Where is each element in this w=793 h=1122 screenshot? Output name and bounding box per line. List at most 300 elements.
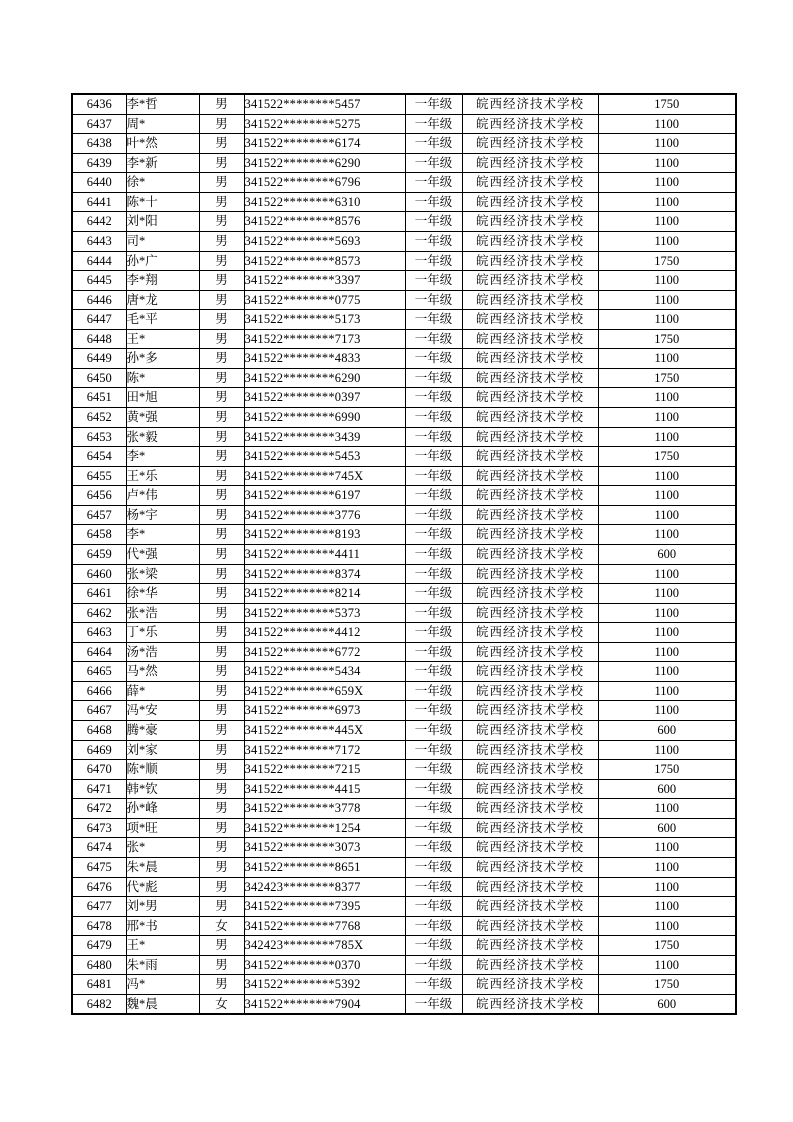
cell-school: 皖西经济技术学校 <box>462 564 598 584</box>
cell-grade: 一年级 <box>405 584 462 604</box>
cell-amount: 1750 <box>598 447 736 467</box>
cell-amount: 1100 <box>598 290 736 310</box>
cell-gender: 男 <box>199 701 244 721</box>
cell-school: 皖西经济技术学校 <box>462 388 598 408</box>
cell-school: 皖西经济技术学校 <box>462 231 598 251</box>
cell-amount: 1100 <box>598 897 736 917</box>
table-row <box>72 975 736 995</box>
cell-id_number: 341522********4415 <box>244 779 405 799</box>
cell-id_number: 341522********3778 <box>244 799 405 819</box>
table-row <box>72 466 736 486</box>
cell-gender: 男 <box>199 251 244 271</box>
cell-id_number: 341522********8576 <box>244 212 405 232</box>
cell-seq: 6442 <box>72 212 126 232</box>
table-row <box>72 134 736 154</box>
cell-grade: 一年级 <box>405 681 462 701</box>
cell-id_number: 341522********3439 <box>244 427 405 447</box>
cell-grade: 一年级 <box>405 388 462 408</box>
cell-school: 皖西经济技术学校 <box>462 838 598 858</box>
table-row <box>72 408 736 428</box>
cell-seq: 6456 <box>72 486 126 506</box>
cell-seq: 6458 <box>72 525 126 545</box>
table-row <box>72 544 736 564</box>
cell-seq: 6452 <box>72 408 126 428</box>
cell-name: 徐*华 <box>126 584 199 604</box>
cell-id_number: 341522********8573 <box>244 251 405 271</box>
cell-seq: 6450 <box>72 368 126 388</box>
cell-gender: 男 <box>199 427 244 447</box>
cell-seq: 6469 <box>72 740 126 760</box>
cell-school: 皖西经济技术学校 <box>462 779 598 799</box>
cell-school: 皖西经济技术学校 <box>462 818 598 838</box>
cell-school: 皖西经济技术学校 <box>462 212 598 232</box>
cell-gender: 男 <box>199 212 244 232</box>
cell-gender: 男 <box>199 310 244 330</box>
cell-name: 王* <box>126 329 199 349</box>
cell-school: 皖西经济技术学校 <box>462 916 598 936</box>
cell-gender: 男 <box>199 192 244 212</box>
cell-grade: 一年级 <box>405 349 462 369</box>
cell-gender: 男 <box>199 721 244 741</box>
cell-id_number: 341522********7172 <box>244 740 405 760</box>
cell-id_number: 341522********6174 <box>244 134 405 154</box>
cell-id_number: 341522********7215 <box>244 760 405 780</box>
cell-id_number: 342423********785X <box>244 936 405 956</box>
cell-grade: 一年级 <box>405 251 462 271</box>
cell-gender: 男 <box>199 271 244 291</box>
cell-seq: 6473 <box>72 818 126 838</box>
cell-gender: 男 <box>199 936 244 956</box>
cell-school: 皖西经济技术学校 <box>462 505 598 525</box>
cell-id_number: 341522********5453 <box>244 447 405 467</box>
cell-amount: 1100 <box>598 134 736 154</box>
cell-school: 皖西经济技术学校 <box>462 447 598 467</box>
cell-name: 司* <box>126 231 199 251</box>
cell-grade: 一年级 <box>405 642 462 662</box>
cell-id_number: 341522********6197 <box>244 486 405 506</box>
cell-name: 薛* <box>126 681 199 701</box>
cell-id_number: 341522********445X <box>244 721 405 741</box>
cell-school: 皖西经济技术学校 <box>462 329 598 349</box>
cell-school: 皖西经济技术学校 <box>462 466 598 486</box>
cell-id_number: 341522********0397 <box>244 388 405 408</box>
cell-seq: 6453 <box>72 427 126 447</box>
cell-grade: 一年级 <box>405 114 462 134</box>
table-row <box>72 525 736 545</box>
cell-id_number: 341522********5457 <box>244 94 405 114</box>
cell-amount: 1100 <box>598 701 736 721</box>
cell-gender: 男 <box>199 642 244 662</box>
cell-grade: 一年级 <box>405 603 462 623</box>
cell-id_number: 341522********8193 <box>244 525 405 545</box>
cell-id_number: 341522********7904 <box>244 994 405 1014</box>
table-row <box>72 564 736 584</box>
cell-grade: 一年级 <box>405 192 462 212</box>
cell-school: 皖西经济技术学校 <box>462 877 598 897</box>
table-row <box>72 388 736 408</box>
cell-name: 邢*书 <box>126 916 199 936</box>
cell-amount: 1100 <box>598 916 736 936</box>
cell-id_number: 341522********8651 <box>244 857 405 877</box>
cell-gender: 男 <box>199 153 244 173</box>
cell-grade: 一年级 <box>405 857 462 877</box>
cell-grade: 一年级 <box>405 877 462 897</box>
cell-school: 皖西经济技术学校 <box>462 642 598 662</box>
cell-school: 皖西经济技术学校 <box>462 290 598 310</box>
cell-grade: 一年级 <box>405 721 462 741</box>
cell-gender: 男 <box>199 877 244 897</box>
cell-gender: 男 <box>199 897 244 917</box>
table-row <box>72 114 736 134</box>
cell-seq: 6464 <box>72 642 126 662</box>
cell-name: 叶*然 <box>126 134 199 154</box>
cell-amount: 1100 <box>598 838 736 858</box>
cell-id_number: 341522********6796 <box>244 173 405 193</box>
cell-school: 皖西经济技术学校 <box>462 114 598 134</box>
table-row <box>72 740 736 760</box>
cell-seq: 6462 <box>72 603 126 623</box>
cell-name: 李* <box>126 447 199 467</box>
table-row <box>72 231 736 251</box>
cell-amount: 600 <box>598 818 736 838</box>
cell-grade: 一年级 <box>405 955 462 975</box>
cell-grade: 一年级 <box>405 760 462 780</box>
cell-amount: 1100 <box>598 310 736 330</box>
cell-amount: 1100 <box>598 114 736 134</box>
cell-id_number: 341522********7395 <box>244 897 405 917</box>
cell-seq: 6454 <box>72 447 126 467</box>
table-row <box>72 701 736 721</box>
cell-school: 皖西经济技术学校 <box>462 584 598 604</box>
cell-name: 刘*阳 <box>126 212 199 232</box>
cell-name: 徐* <box>126 173 199 193</box>
cell-name: 唐*龙 <box>126 290 199 310</box>
table-row <box>72 642 736 662</box>
cell-amount: 1750 <box>598 760 736 780</box>
cell-gender: 男 <box>199 173 244 193</box>
cell-name: 丁*乐 <box>126 623 199 643</box>
table-row <box>72 329 736 349</box>
cell-amount: 1100 <box>598 662 736 682</box>
cell-seq: 6468 <box>72 721 126 741</box>
cell-seq: 6436 <box>72 94 126 114</box>
cell-amount: 1100 <box>598 799 736 819</box>
cell-grade: 一年级 <box>405 838 462 858</box>
cell-grade: 一年级 <box>405 779 462 799</box>
cell-grade: 一年级 <box>405 134 462 154</box>
cell-amount: 600 <box>598 721 736 741</box>
table-row <box>72 818 736 838</box>
cell-grade: 一年级 <box>405 818 462 838</box>
cell-amount: 1100 <box>598 877 736 897</box>
cell-name: 王*乐 <box>126 466 199 486</box>
cell-name: 代*强 <box>126 544 199 564</box>
cell-grade: 一年级 <box>405 564 462 584</box>
cell-id_number: 341522********5173 <box>244 310 405 330</box>
cell-seq: 6476 <box>72 877 126 897</box>
cell-grade: 一年级 <box>405 173 462 193</box>
cell-grade: 一年级 <box>405 525 462 545</box>
cell-name: 朱*晨 <box>126 857 199 877</box>
cell-seq: 6448 <box>72 329 126 349</box>
cell-name: 杨*宇 <box>126 505 199 525</box>
cell-id_number: 341522********4412 <box>244 623 405 643</box>
cell-school: 皖西经济技术学校 <box>462 525 598 545</box>
cell-school: 皖西经济技术学校 <box>462 955 598 975</box>
cell-amount: 1100 <box>598 584 736 604</box>
cell-school: 皖西经济技术学校 <box>462 427 598 447</box>
cell-gender: 男 <box>199 681 244 701</box>
cell-name: 代*彪 <box>126 877 199 897</box>
cell-gender: 男 <box>199 603 244 623</box>
cell-gender: 男 <box>199 838 244 858</box>
cell-amount: 1100 <box>598 466 736 486</box>
cell-name: 周* <box>126 114 199 134</box>
table-row <box>72 662 736 682</box>
cell-grade: 一年级 <box>405 975 462 995</box>
cell-id_number: 341522********5373 <box>244 603 405 623</box>
cell-gender: 男 <box>199 329 244 349</box>
table-row <box>72 584 736 604</box>
cell-gender: 男 <box>199 114 244 134</box>
cell-name: 毛*平 <box>126 310 199 330</box>
cell-grade: 一年级 <box>405 329 462 349</box>
cell-amount: 1100 <box>598 192 736 212</box>
table-row <box>72 251 736 271</box>
table-row <box>72 310 736 330</box>
cell-name: 田*旭 <box>126 388 199 408</box>
cell-amount: 1100 <box>598 603 736 623</box>
cell-seq: 6437 <box>72 114 126 134</box>
cell-school: 皖西经济技术学校 <box>462 486 598 506</box>
cell-school: 皖西经济技术学校 <box>462 271 598 291</box>
cell-id_number: 341522********5275 <box>244 114 405 134</box>
cell-name: 刘*家 <box>126 740 199 760</box>
cell-gender: 男 <box>199 544 244 564</box>
cell-seq: 6451 <box>72 388 126 408</box>
table-row <box>72 368 736 388</box>
cell-amount: 1750 <box>598 936 736 956</box>
cell-amount: 1100 <box>598 271 736 291</box>
cell-gender: 男 <box>199 779 244 799</box>
table-row <box>72 838 736 858</box>
table-row <box>72 271 736 291</box>
cell-grade: 一年级 <box>405 740 462 760</box>
table-row <box>72 486 736 506</box>
cell-grade: 一年级 <box>405 408 462 428</box>
cell-id_number: 341522********1254 <box>244 818 405 838</box>
cell-name: 李*翔 <box>126 271 199 291</box>
cell-seq: 6447 <box>72 310 126 330</box>
cell-name: 陈* <box>126 368 199 388</box>
cell-id_number: 341522********659X <box>244 681 405 701</box>
cell-grade: 一年级 <box>405 94 462 114</box>
cell-name: 李* <box>126 525 199 545</box>
cell-name: 张*浩 <box>126 603 199 623</box>
cell-gender: 男 <box>199 134 244 154</box>
table-row <box>72 681 736 701</box>
cell-seq: 6441 <box>72 192 126 212</box>
cell-school: 皖西经济技术学校 <box>462 857 598 877</box>
cell-id_number: 341522********7768 <box>244 916 405 936</box>
cell-gender: 男 <box>199 564 244 584</box>
cell-id_number: 341522********4411 <box>244 544 405 564</box>
cell-gender: 男 <box>199 505 244 525</box>
cell-name: 张*梁 <box>126 564 199 584</box>
cell-amount: 600 <box>598 779 736 799</box>
cell-grade: 一年级 <box>405 916 462 936</box>
table-row <box>72 349 736 369</box>
cell-amount: 1100 <box>598 525 736 545</box>
table-row <box>72 936 736 956</box>
cell-gender: 女 <box>199 994 244 1014</box>
cell-gender: 男 <box>199 662 244 682</box>
cell-school: 皖西经济技术学校 <box>462 760 598 780</box>
cell-seq: 6475 <box>72 857 126 877</box>
cell-gender: 男 <box>199 368 244 388</box>
cell-name: 陈*十 <box>126 192 199 212</box>
cell-amount: 1100 <box>598 564 736 584</box>
cell-seq: 6478 <box>72 916 126 936</box>
table-row <box>72 857 736 877</box>
cell-name: 腾*豪 <box>126 721 199 741</box>
cell-seq: 6459 <box>72 544 126 564</box>
cell-name: 王* <box>126 936 199 956</box>
cell-school: 皖西经济技术学校 <box>462 936 598 956</box>
cell-gender: 男 <box>199 486 244 506</box>
cell-seq: 6466 <box>72 681 126 701</box>
cell-seq: 6439 <box>72 153 126 173</box>
cell-name: 项*旺 <box>126 818 199 838</box>
cell-school: 皖西经济技术学校 <box>462 408 598 428</box>
cell-gender: 男 <box>199 349 244 369</box>
cell-seq: 6477 <box>72 897 126 917</box>
table-row <box>72 212 736 232</box>
cell-amount: 1750 <box>598 251 736 271</box>
cell-name: 张*毅 <box>126 427 199 447</box>
cell-amount: 1750 <box>598 329 736 349</box>
cell-id_number: 342423********8377 <box>244 877 405 897</box>
cell-grade: 一年级 <box>405 368 462 388</box>
cell-seq: 6449 <box>72 349 126 369</box>
cell-grade: 一年级 <box>405 623 462 643</box>
cell-id_number: 341522********4833 <box>244 349 405 369</box>
cell-id_number: 341522********3397 <box>244 271 405 291</box>
cell-seq: 6455 <box>72 466 126 486</box>
cell-amount: 1100 <box>598 857 736 877</box>
cell-school: 皖西经济技术学校 <box>462 153 598 173</box>
cell-seq: 6446 <box>72 290 126 310</box>
cell-grade: 一年级 <box>405 936 462 956</box>
cell-gender: 男 <box>199 447 244 467</box>
cell-school: 皖西经济技术学校 <box>462 349 598 369</box>
cell-amount: 1100 <box>598 408 736 428</box>
cell-id_number: 341522********5693 <box>244 231 405 251</box>
cell-gender: 女 <box>199 916 244 936</box>
cell-id_number: 341522********6772 <box>244 642 405 662</box>
cell-gender: 男 <box>199 799 244 819</box>
cell-id_number: 341522********0370 <box>244 955 405 975</box>
cell-school: 皖西经济技术学校 <box>462 994 598 1014</box>
table-row <box>72 916 736 936</box>
cell-id_number: 341522********0775 <box>244 290 405 310</box>
cell-school: 皖西经济技术学校 <box>462 721 598 741</box>
cell-id_number: 341522********6290 <box>244 368 405 388</box>
table-row <box>72 505 736 525</box>
table-row <box>72 153 736 173</box>
cell-seq: 6463 <box>72 623 126 643</box>
cell-grade: 一年级 <box>405 662 462 682</box>
cell-name: 魏*晨 <box>126 994 199 1014</box>
table-row <box>72 994 736 1014</box>
cell-grade: 一年级 <box>405 231 462 251</box>
cell-name: 孙*峰 <box>126 799 199 819</box>
cell-school: 皖西经济技术学校 <box>462 134 598 154</box>
cell-gender: 男 <box>199 857 244 877</box>
cell-gender: 男 <box>199 94 244 114</box>
cell-id_number: 341522********6990 <box>244 408 405 428</box>
cell-amount: 1100 <box>598 427 736 447</box>
cell-gender: 男 <box>199 623 244 643</box>
table-row <box>72 955 736 975</box>
cell-grade: 一年级 <box>405 212 462 232</box>
cell-name: 李*新 <box>126 153 199 173</box>
cell-amount: 600 <box>598 994 736 1014</box>
cell-id_number: 341522********6973 <box>244 701 405 721</box>
cell-gender: 男 <box>199 466 244 486</box>
cell-name: 孙*多 <box>126 349 199 369</box>
cell-school: 皖西经济技术学校 <box>462 94 598 114</box>
cell-amount: 1100 <box>598 212 736 232</box>
cell-name: 黄*强 <box>126 408 199 428</box>
table-row <box>72 897 736 917</box>
cell-seq: 6470 <box>72 760 126 780</box>
cell-grade: 一年级 <box>405 271 462 291</box>
table-row <box>72 447 736 467</box>
cell-id_number: 341522********3073 <box>244 838 405 858</box>
cell-school: 皖西经济技术学校 <box>462 623 598 643</box>
cell-name: 刘*男 <box>126 897 199 917</box>
table-row <box>72 721 736 741</box>
cell-school: 皖西经济技术学校 <box>462 897 598 917</box>
cell-amount: 1100 <box>598 349 736 369</box>
cell-school: 皖西经济技术学校 <box>462 192 598 212</box>
cell-school: 皖西经济技术学校 <box>462 544 598 564</box>
cell-seq: 6444 <box>72 251 126 271</box>
cell-grade: 一年级 <box>405 486 462 506</box>
cell-gender: 男 <box>199 975 244 995</box>
table-row <box>72 760 736 780</box>
table-row <box>72 173 736 193</box>
cell-gender: 男 <box>199 525 244 545</box>
cell-school: 皖西经济技术学校 <box>462 173 598 193</box>
cell-name: 冯* <box>126 975 199 995</box>
cell-id_number: 341522********7173 <box>244 329 405 349</box>
cell-grade: 一年级 <box>405 544 462 564</box>
cell-amount: 1100 <box>598 505 736 525</box>
cell-id_number: 341522********6310 <box>244 192 405 212</box>
cell-amount: 600 <box>598 544 736 564</box>
cell-amount: 1100 <box>598 623 736 643</box>
cell-seq: 6471 <box>72 779 126 799</box>
cell-seq: 6482 <box>72 994 126 1014</box>
cell-school: 皖西经济技术学校 <box>462 701 598 721</box>
cell-id_number: 341522********6290 <box>244 153 405 173</box>
cell-amount: 1100 <box>598 681 736 701</box>
cell-seq: 6438 <box>72 134 126 154</box>
cell-name: 陈*顺 <box>126 760 199 780</box>
cell-id_number: 341522********745X <box>244 466 405 486</box>
